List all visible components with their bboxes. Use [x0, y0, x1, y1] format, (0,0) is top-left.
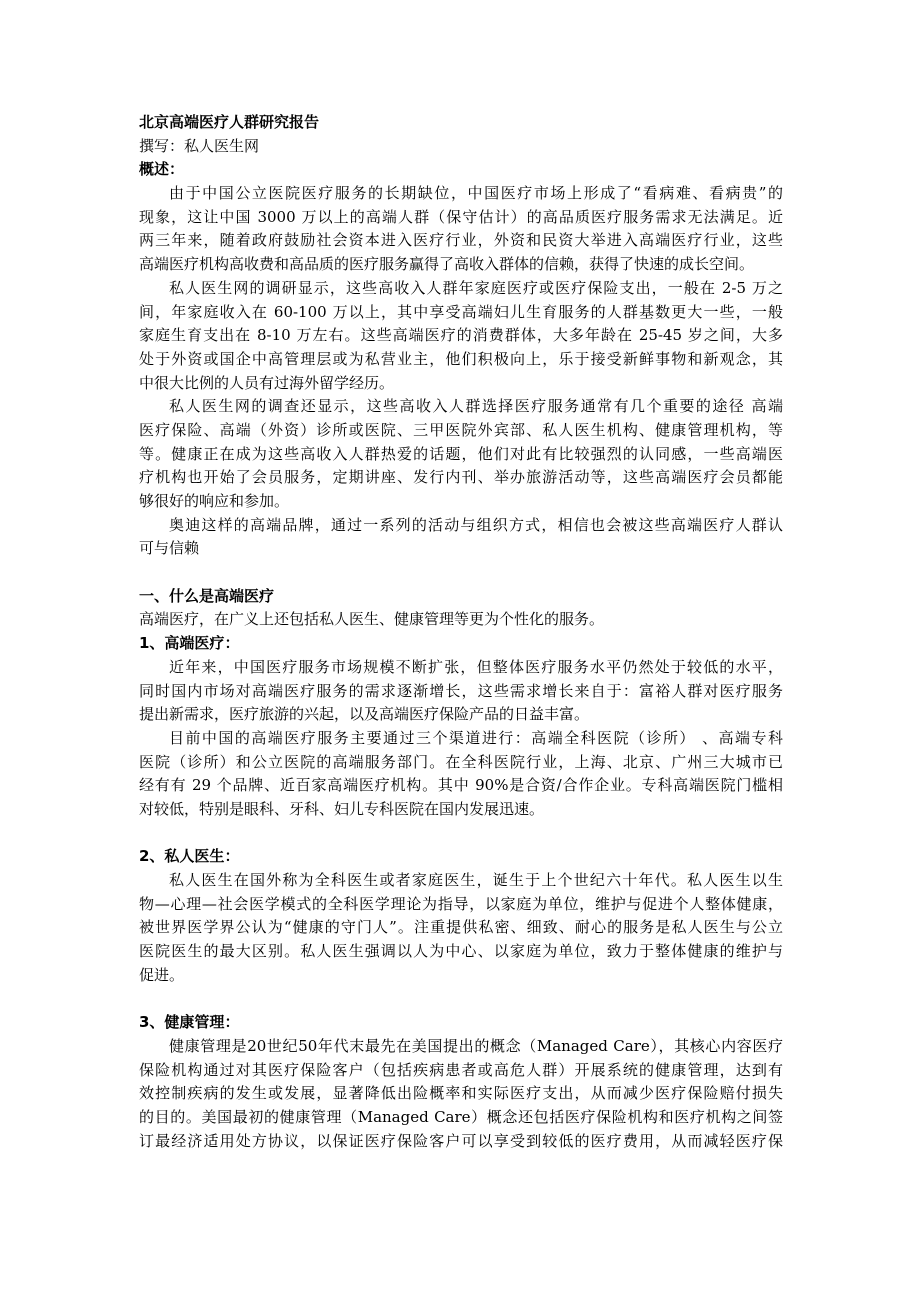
subsection-1-paragraph-1	[139, 656, 783, 727]
text-line: 的目的。美国最初的健康管理（Managed Care）概念还包括医疗保险机构和医疗机构之间签	[139, 1107, 783, 1126]
subsection-2-heading: 2、私人医生：	[139, 847, 240, 866]
text-line: 由于中国公立医院医疗服务的长期缺位，中国医疗市场上形成了“看病难、看病贵”的	[169, 184, 783, 203]
text-line: 促进。	[139, 965, 185, 984]
text-line: 现象，这让中国 3000 万以上的高端人群（保守估计）的高品质医疗服务需求无法满足。近	[139, 207, 783, 226]
text-line: 奥迪这样的高端品牌，通过一系列的活动与组织方式，相信也会被这些高端医疗人群认	[169, 515, 783, 534]
text-line: 对较低，特别是眼科、牙科、妇儿专科医院在国内发展迅速。	[139, 799, 545, 818]
subsection-3-paragraph-1	[139, 1035, 783, 1153]
text-line: 处于外资或国企中高管理层或为私营业主，他们积极向上，乐于接受新鲜事物和新观念，其	[139, 349, 783, 368]
text-line: 私人医生网的调查还显示，这些高收入人群选择医疗服务通常有几个重要的途径 高端	[169, 397, 783, 416]
overview-paragraph-3	[139, 395, 783, 513]
text-line: 同时国内市场对高端医疗服务的需求逐渐增长，这些需求增长来自于：富裕人群对医疗服务	[139, 681, 783, 700]
subsection-3-heading: 3、健康管理：	[139, 1013, 240, 1032]
text-line: 医院医生的最大区别。私人医生强调以人为中心、以家庭为单位，致力于整体健康的维护与	[139, 942, 783, 961]
spacer	[139, 561, 783, 585]
text-line: 疗机构也开始了会员服务，定期讲座、发行内刊、举办旅游活动等，这些高端医疗会员都能	[139, 468, 783, 487]
text-line: 中很大比例的人员有过海外留学经历。	[139, 373, 395, 392]
text-line: 高端医疗机构高收费和高品质的医疗服务赢得了高收入群体的信赖，获得了快速的成长空间。	[139, 255, 755, 274]
text-line: 提出新需求，医疗旅游的兴起，以及高端医疗保险产品的日益丰富。	[139, 705, 590, 724]
text-line: 等。健康正在成为这些高收入人群热爱的话题，他们对此有比较强烈的认同感，一些高端医	[139, 444, 783, 463]
text-line: 物—心理—社会医学模式的全科医学理论为指导，以家庭为单位，维护与促进个人整体健康，	[139, 894, 783, 913]
document-author: 撰写：私人医生网	[139, 136, 260, 155]
subsection-2-paragraph-1	[139, 869, 783, 987]
subsection-1-paragraph-2	[139, 727, 783, 822]
document-title: 北京高端医疗人群研究报告	[139, 113, 320, 131]
text-line: 间，年家庭收入在 60-100 万以上，其中享受高端妇儿生育服务的人群基数更大一些，一般	[139, 302, 783, 321]
text-line: 私人医生网的调研显示，这些高收入人群年家庭医疗或医疗保险支出，一般在 2-5 万之	[169, 278, 783, 297]
document-page	[139, 111, 783, 1153]
text-line: 够很好的响应和参加。	[139, 492, 290, 510]
text-line: 目前中国的高端医疗服务主要通过三个渠道进行：高端全科医院（诊所） 、高端专科	[169, 728, 783, 747]
text-line: 家庭生育支出在 8-10 万左右。这些高端医疗的消费群体，大多年龄在 25-45 岁之间，大多	[139, 326, 783, 345]
text-line: 可与信赖	[139, 539, 200, 558]
overview-paragraph-2	[139, 277, 783, 395]
text-line: 医院（诊所）和公立医院的高端服务部门。在全科医院行业，上海、北京、广州三大城市已	[139, 752, 783, 771]
text-line: 被世界医学界公认为“健康的守门人”。注重提供私密、细致、耐心的服务是私人医生与公立	[139, 918, 783, 937]
spacer	[139, 822, 783, 846]
subsection-1-heading: 1、高端医疗：	[139, 634, 240, 653]
section-1-heading: 一、什么是高端医疗	[139, 586, 275, 605]
text-line: 健康管理是20世纪50年代末最先在美国提出的概念（Managed Care），其核心内容医疗	[169, 1036, 783, 1055]
text-line: 经有有 29 个品牌、近百家高端医疗机构。其中 90%是合资/合作企业。专科高端医院门槛相	[139, 776, 783, 795]
text-line: 两三年来，随着政府鼓励社会资本进入医疗行业，外资和民资大举进入高端医疗行业，这些	[139, 231, 783, 250]
section-1-intro: 高端医疗，在广义上还包括私人医生、健康管理等更为个性化的服务。	[139, 610, 605, 629]
text-line: 保险机构通过对其医疗保险客户（包括疾病患者或高危人群）开展系统的健康管理，达到有	[139, 1060, 783, 1079]
text-line: 订最经济适用处方协议，以保证医疗保险客户可以享受到较低的医疗费用，从而减轻医疗保	[139, 1131, 783, 1150]
overview-heading: 概述：	[139, 160, 185, 179]
overview-paragraph-1	[139, 182, 783, 277]
overview-paragraph-4	[139, 514, 783, 561]
spacer	[139, 987, 783, 1011]
text-line: 私人医生在国外称为全科医生或者家庭医生，诞生于上个世纪六十年代。私人医生以生	[169, 871, 783, 889]
text-line: 近年来，中国医疗服务市场规模不断扩张，但整体医疗服务水平仍然处于较低的水平，	[169, 657, 783, 676]
text-line: 医疗保险、高端（外资）诊所或医院、三甲医院外宾部、私人医生机构、健康管理机构，等	[139, 420, 783, 439]
text-line: 效控制疾病的发生或发展，显著降低出险概率和实际医疗支出，从而减少医疗保险赔付损失	[139, 1084, 783, 1103]
